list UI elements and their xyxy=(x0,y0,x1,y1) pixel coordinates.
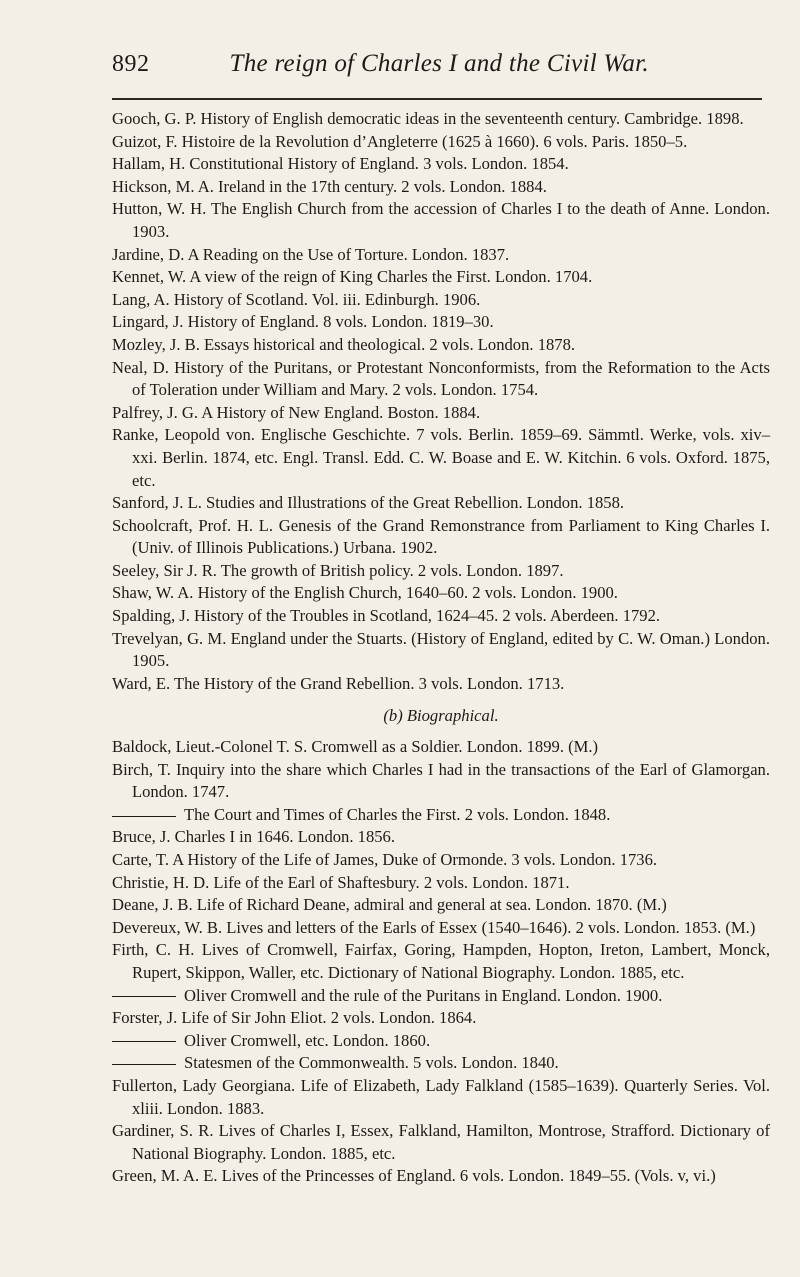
bibliography-entry: Mozley, J. B. Essays historical and theological. 2 vols. London. 1878. xyxy=(112,334,576,354)
bibliography-entry xyxy=(112,1165,770,1188)
bibliography-entry xyxy=(112,872,770,895)
ditto-dash xyxy=(112,816,176,817)
bibliography xyxy=(112,108,770,1188)
bibliography-entry: Hutton, W. H. The English Church from the accession of Charles I to the death of Anne. London. 1903. xyxy=(112,199,770,241)
bibliography-entry: Jardine, D. A Reading on the Use of Torture. London. 1837. xyxy=(112,244,510,264)
bibliography-list-biographical xyxy=(112,736,770,1188)
entry-text: Green, M. A. E. Lives of the Princesses of England. 6 vols. London. 1849–55. (Vols. v, vi.) xyxy=(112,1166,716,1186)
entry-text: Christie, H. D. Life of the Earl of Shaftesbury. 2 vols. London. 1871. xyxy=(112,872,570,892)
entry-text: Devereux, W. B. Lives and letters of the Earls of Essex (1540–1646). 2 vols. London. 1853. (M.) xyxy=(112,917,756,937)
bibliography-entry: Gooch, G. P. History of English democratic ideas in the seventeenth century. Cambridge. 1898. xyxy=(112,109,744,128)
bibliography-entry xyxy=(112,894,770,917)
bibliography-entry xyxy=(112,917,770,940)
bibliography-entry: Lingard, J. History of England. 8 vols. London. 1819–30. xyxy=(112,312,494,332)
bibliography-entry: Guizot, F. Histoire de la Revolution d’Angleterre (1625 à 1660). 6 vols. Paris. 1850–5. xyxy=(112,131,688,151)
bibliography-entry xyxy=(112,1007,770,1030)
bibliography-entry xyxy=(112,826,770,849)
bibliography-entry: Shaw, W. A. History of the English Church, 1640–60. 2 vols. London. 1900. xyxy=(112,583,618,603)
bibliography-entry: Kennet, W. A view of the reign of King Charles the First. London. 1704. xyxy=(112,267,593,287)
bibliography-entry: Hallam, H. Constitutional History of England. 3 vols. London. 1854. xyxy=(112,154,569,174)
entry-text: Gardiner, S. R. Lives of Charles I, Essex, Falkland, Hamilton, Montrose, Strafford. Dictionary of National Biography. London. 1885, etc. xyxy=(112,1121,770,1163)
ditto-dash xyxy=(112,1041,176,1042)
section-heading-biographical: (b) Biographical. xyxy=(383,706,499,726)
bibliography-entry: Neal, D. History of the Puritans, or Protestant Nonconformists, from the Reformation to the Acts of Toleration under William and Mary. 2 vols. London. 1754. xyxy=(112,357,770,400)
entry-text: Forster, J. Life of Sir John Eliot. 2 vols. London. 1864. xyxy=(112,1008,477,1028)
bibliography-entry: Schoolcraft, Prof. H. L. Genesis of the Grand Remonstrance from Parliament to King Charles I. (Univ. of Illinois Publications.) Urbana. 1902. xyxy=(112,515,770,558)
entry-text: Oliver Cromwell and the rule of the Puritans in England. London. 1900. xyxy=(184,985,663,1005)
bibliography-entry xyxy=(112,759,770,804)
entry-text: Fullerton, Lady Georgiana. Life of Elizabeth, Lady Falkland (1585–1639). Quarterly Series. Vol. xliii. London. 1883. xyxy=(112,1075,770,1118)
page-number: 892 xyxy=(112,51,150,77)
entry-text: Carte, T. A History of the Life of James, Duke of Ormonde. 3 vols. London. 1736. xyxy=(112,850,658,869)
bibliography-entry xyxy=(112,736,770,759)
bibliography-entry: Sanford, J. L. Studies and Illustrations of the Great Rebellion. London. 1858. xyxy=(112,493,625,513)
bibliography-entry: Hickson, M. A. Ireland in the 17th century. 2 vols. London. 1884. xyxy=(112,176,547,196)
bibliography-entry: Ward, E. The History of the Grand Rebellion. 3 vols. London. 1713. xyxy=(112,673,565,693)
bibliography-entry: Ranke, Leopold von. Englische Geschichte. 7 vols. Berlin. 1859–69. Sämmtl. Werke, vols. xiv–xxi. Berlin. 1874, etc. Engl. Transl. Edd. C. W. Boase and E. W. Kitchin. 6 vols. Oxford. 1875, etc. xyxy=(112,425,770,490)
bibliography-entry: Trevelyan, G. M. England under the Stuarts. (History of England, edited by C. W. Oman.) London. 1905. xyxy=(112,628,770,671)
page-header xyxy=(112,50,762,94)
entry-text: Bruce, J. Charles I in 1646. London. 1856. xyxy=(112,827,395,847)
bibliography-entry xyxy=(112,849,770,872)
entry-text: Firth, C. H. Lives of Cromwell, Fairfax, Goring, Hampden, Hopton, Ireton, Lambert, Monck, Rupert, Skippon, Waller, etc. Dictionary of National Biography. London. 1885, etc. xyxy=(112,940,770,982)
bibliography-entry xyxy=(112,1052,770,1075)
bibliography-entry xyxy=(112,939,770,984)
bibliography-entry xyxy=(112,804,770,827)
entry-text: The Court and Times of Charles the First. 2 vols. London. 1848. xyxy=(184,804,611,824)
header-rule xyxy=(112,98,762,100)
ditto-dash xyxy=(112,996,176,997)
running-title: The reign of Charles I and the Civil War. xyxy=(229,50,649,77)
bibliography-entry: Spalding, J. History of the Troubles in Scotland, 1624–45. 2 vols. Aberdeen. 1792. xyxy=(112,606,661,626)
bibliography-entry: Palfrey, J. G. A History of New England. Boston. 1884. xyxy=(112,402,481,422)
bibliography-entry: Seeley, Sir J. R. The growth of British policy. 2 vols. London. 1897. xyxy=(112,560,564,580)
entry-text: Oliver Cromwell, etc. London. 1860. xyxy=(184,1030,431,1050)
ditto-dash xyxy=(112,1064,176,1065)
bibliography-entry xyxy=(112,1030,770,1053)
bibliography-entry: Lang, A. History of Scotland. Vol. iii. Edinburgh. 1906. xyxy=(112,289,481,309)
entry-text: Statesmen of the Commonwealth. 5 vols. London. 1840. xyxy=(184,1053,559,1073)
bibliography-entry xyxy=(112,985,770,1008)
entry-text: Deane, J. B. Life of Richard Deane, admiral and general at sea. London. 1870. (M.) xyxy=(112,895,667,915)
bibliography-list-general xyxy=(112,108,770,695)
entry-text: Birch, T. Inquiry into the share which Charles I had in the transactions of the Earl of Glamorgan. London. 1747. xyxy=(112,759,770,802)
bibliography-entry xyxy=(112,1075,770,1120)
bibliography-entry xyxy=(112,1120,770,1165)
entry-text: Baldock, Lieut.-Colonel T. S. Cromwell as a Soldier. London. 1899. (M.) xyxy=(112,737,599,757)
